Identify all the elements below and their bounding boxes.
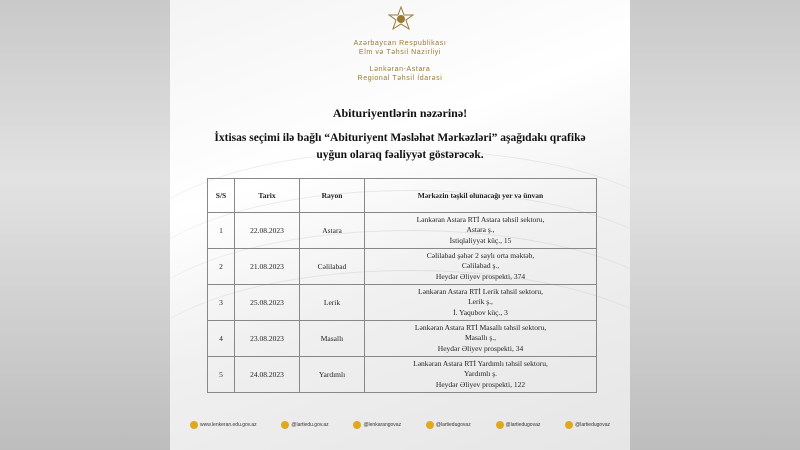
location-line: İstiqlaliyyət küç., 15	[449, 235, 512, 245]
location-line: Lənkəran Astara RTİ Masallı təhsil sektoru,	[414, 322, 547, 332]
ministry-name-line2: Elm və Təhsil Nazirliyi	[358, 49, 442, 56]
footer-text: @lenkarangovaz	[363, 422, 402, 428]
table-row	[208, 321, 597, 357]
cell-rayon: Yardımlı	[300, 357, 365, 393]
background-right	[630, 0, 800, 450]
page-subtitle: İxtisas seçimi ilə bağlı “Abituriyent Məsləhət Mərkəzləri” aşağıdakı qrafikə uyğun olaraq fəaliyyət göstərəcək.	[214, 132, 586, 161]
cell-date: 23.08.2023	[235, 321, 300, 357]
footer-item-instagram[interactable]	[426, 418, 471, 432]
cell-date: 24.08.2023	[235, 357, 300, 393]
cell-date: 21.08.2023	[235, 249, 300, 285]
cell-location	[365, 321, 597, 357]
ministry-name-line1: Azərbaycan Respublikası	[353, 40, 447, 47]
footer-contacts	[170, 418, 630, 432]
location-line: Lənkəran Astara RTİ Yardımlı təhsil sektoru,	[413, 358, 548, 368]
table-header-row	[208, 179, 597, 213]
table-row	[208, 357, 597, 393]
footer-item-web[interactable]	[190, 418, 257, 432]
cell-location	[365, 285, 597, 321]
telegram-icon	[565, 421, 573, 429]
footer-text: @lartiedugovaz	[435, 422, 471, 428]
footer-text: @lartiedugovaz	[575, 422, 610, 428]
background-left	[0, 0, 170, 450]
location-line: Yardımlı ş.	[464, 369, 497, 379]
footer-text: www.lenkeran.edu.gov.az	[200, 422, 257, 428]
cell-location	[365, 249, 597, 285]
region-name-line1: Lənkəran-Astara	[369, 66, 431, 73]
location-line: Cəlilabad şəhər 2 saylı orta məktəb,	[426, 250, 535, 260]
location-line: Lənkəran Astara RTİ Astara təhsil sektoru,	[416, 214, 545, 224]
header-date: Tarix	[235, 179, 300, 213]
page-title: Abituriyentlərin nəzərinə!	[332, 106, 468, 120]
location-line: Masallı ş.,	[464, 333, 497, 343]
region-name-line2: Regional Təhsil İdarəsi	[357, 75, 443, 82]
web-icon	[190, 421, 198, 429]
header-ss: S/S	[208, 179, 235, 213]
location-line: Cəlilabad ş.,	[461, 261, 500, 271]
location-line: Heydər Əliyev prospekti, 122	[435, 379, 526, 389]
footer-item-telegram[interactable]	[565, 418, 610, 432]
header-location: Mərkəzin təşkil olunacağı yer və ünvan	[365, 179, 597, 213]
table-row	[208, 213, 597, 249]
cell-ss: 4	[208, 321, 235, 357]
cell-ss: 3	[208, 285, 235, 321]
cell-date: 25.08.2023	[235, 285, 300, 321]
cell-ss: 5	[208, 357, 235, 393]
location-line: İ. Yaqubov küç., 3	[453, 307, 508, 317]
twitter-icon	[353, 421, 361, 429]
cell-ss: 2	[208, 249, 235, 285]
cell-rayon: Masallı	[300, 321, 365, 357]
facebook-icon	[281, 421, 289, 429]
footer-text: @lartiedugovaz	[505, 422, 541, 428]
table-row	[208, 249, 597, 285]
footer-item-youtube[interactable]	[496, 418, 541, 432]
location-line: Lerik ş.,	[468, 297, 493, 307]
announcement-poster	[170, 0, 630, 450]
footer-item-twitter[interactable]	[353, 418, 401, 432]
cell-rayon: Lerik	[300, 285, 365, 321]
schedule-table	[207, 178, 597, 393]
cell-location	[365, 357, 597, 393]
instagram-icon	[426, 421, 434, 429]
footer-text: @lartiedu.gov.az	[291, 422, 329, 428]
location-line: Lənkəran Astara RTİ Lerik təhsil sektoru,	[418, 286, 543, 296]
location-line: Heydər Əliyev prospekti, 374	[435, 271, 526, 281]
table-row	[208, 285, 597, 321]
header-rayon: Rayon	[300, 179, 365, 213]
location-line: Heydər Əliyev prospekti, 34	[437, 343, 524, 353]
cell-ss: 1	[208, 213, 235, 249]
footer-item-facebook[interactable]	[281, 418, 328, 432]
cell-rayon: Cəlilabad	[300, 249, 365, 285]
cell-location	[365, 213, 597, 249]
cell-rayon: Astara	[300, 213, 365, 249]
cell-date: 22.08.2023	[235, 213, 300, 249]
youtube-icon	[496, 421, 504, 429]
emblem-icon	[388, 6, 414, 32]
location-line: Astara ş.,	[466, 225, 495, 235]
